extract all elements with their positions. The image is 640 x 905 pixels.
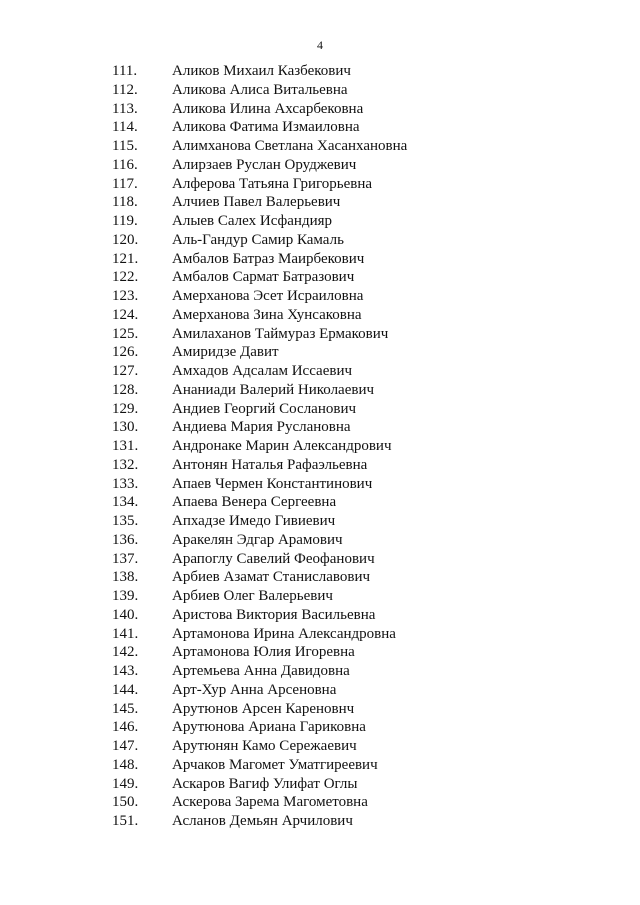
list-item — [0, 756, 640, 775]
list-item — [0, 625, 640, 644]
name-list — [0, 62, 640, 831]
entry-number: 135. — [112, 513, 139, 529]
entry-name: Андиева Мария Руслановна — [172, 419, 351, 436]
entry-number: 130. — [112, 419, 139, 436]
list-item — [0, 437, 640, 456]
entry-name: Арт-Хур Анна Арсеновна — [172, 681, 337, 698]
list-item — [0, 362, 640, 381]
list-item — [0, 587, 640, 606]
list-item — [0, 512, 640, 531]
entry-name: Аль-Гандур Самир Камаль — [172, 231, 344, 248]
page-number: 4 — [317, 38, 323, 52]
entry-number: 132. — [112, 456, 139, 473]
list-item — [0, 418, 640, 437]
list-item — [0, 400, 640, 419]
entry-name: Аликов Михаил Казбекович — [172, 63, 351, 79]
list-item — [0, 325, 640, 344]
list-item — [0, 212, 640, 231]
entry-number: 151. — [112, 813, 139, 829]
entry-number: 148. — [112, 756, 139, 773]
entry-name: Аристова Виктория Васильевна — [172, 606, 376, 623]
entry-number: 138. — [112, 569, 139, 586]
entry-name: Артамонова Юлия Игоревна — [172, 644, 355, 661]
entry-name: Аликова Алиса Витальевна — [172, 81, 348, 98]
entry-number: 125. — [112, 325, 139, 342]
entry-name: Алферова Татьяна Григорьевна — [172, 175, 373, 192]
list-item — [0, 643, 640, 662]
entry-name: Алимханова Светлана Хасанхановна — [172, 138, 408, 154]
entry-name: Аликова Илина Ахсарбековна — [172, 100, 364, 117]
entry-name: Антонян Наталья Рафаэльевна — [172, 456, 368, 473]
entry-name: Арчаков Магомет Уматгиреевич — [172, 756, 378, 773]
entry-number: 136. — [112, 531, 139, 548]
entry-number: 134. — [112, 494, 139, 511]
entry-number: 133. — [112, 475, 139, 492]
entry-number: 120. — [112, 231, 139, 248]
entry-number: 113. — [112, 100, 138, 117]
list-item — [0, 250, 640, 269]
list-item — [0, 81, 640, 100]
list-item — [0, 62, 640, 81]
entry-name: Андиев Георгий Сосланович — [172, 400, 357, 417]
entry-name: Апаева Венера Сергеевна — [172, 494, 337, 511]
entry-number: 131. — [112, 438, 139, 454]
entry-name: Амилаханов Таймураз Ермакович — [172, 325, 389, 342]
list-item — [0, 231, 640, 250]
list-item — [0, 287, 640, 306]
entry-number: 124. — [112, 306, 139, 323]
entry-name: Аскерова Зарема Магометовна — [172, 794, 368, 811]
entry-name: Ананиади Валерий Николаевич — [172, 381, 375, 398]
entry-number: 127. — [112, 363, 139, 379]
entry-number: 144. — [112, 681, 139, 698]
list-item — [0, 662, 640, 681]
entry-name: Алирзаев Руслан Оруджевич — [172, 156, 357, 173]
list-item — [0, 137, 640, 156]
entry-number: 137. — [112, 550, 139, 567]
entry-number: 115. — [112, 138, 138, 154]
list-item — [0, 775, 640, 794]
entry-number: 119. — [112, 213, 138, 229]
list-item — [0, 343, 640, 362]
entry-number: 111. — [112, 63, 138, 79]
list-item — [0, 493, 640, 512]
entry-name: Аскаров Вагиф Улифат Оглы — [172, 775, 358, 792]
list-item — [0, 268, 640, 287]
entry-number: 128. — [112, 381, 139, 398]
entry-name: Амхадов Адсалам Иссаевич — [172, 363, 353, 379]
entry-name: Аракелян Эдгар Арамович — [172, 531, 343, 548]
entry-name: Амбалов Сармат Батразович — [172, 269, 355, 286]
entry-number: 145. — [112, 700, 139, 717]
entry-name: Амерханова Зина Хунсаковна — [172, 306, 362, 323]
list-item — [0, 700, 640, 719]
entry-number: 116. — [112, 156, 138, 173]
entry-number: 117. — [112, 175, 138, 192]
list-item — [0, 737, 640, 756]
entry-name: Амбалов Батраз Маирбекович — [172, 250, 365, 267]
entry-number: 147. — [112, 738, 139, 754]
entry-number: 126. — [112, 344, 139, 361]
list-item — [0, 812, 640, 831]
entry-name: Алчиев Павел Валерьевич — [172, 194, 341, 211]
list-item — [0, 531, 640, 550]
list-item — [0, 718, 640, 737]
list-item — [0, 118, 640, 137]
list-item — [0, 606, 640, 625]
entry-name: Арутюнян Камо Сережаевич — [172, 738, 357, 754]
entry-number: 118. — [112, 194, 138, 211]
list-item — [0, 193, 640, 212]
entry-name: Асланов Демьян Арчилович — [172, 813, 353, 829]
list-item — [0, 550, 640, 569]
entry-number: 122. — [112, 269, 139, 286]
list-item — [0, 156, 640, 175]
entry-name: Алыев Салех Исфандияр — [172, 213, 333, 229]
entry-number: 150. — [112, 794, 139, 811]
entry-name: Арутюнова Ариана Гариковна — [172, 719, 366, 736]
entry-number: 114. — [112, 119, 138, 136]
entry-name: Амерханова Эсет Исраиловна — [172, 288, 364, 304]
list-item — [0, 568, 640, 587]
entry-number: 121. — [112, 250, 139, 267]
entry-name: Артемьева Анна Давидовна — [172, 663, 350, 679]
entry-name: Апаев Чермен Константинович — [172, 475, 373, 492]
entry-number: 140. — [112, 606, 139, 623]
entry-number: 143. — [112, 663, 139, 679]
entry-name: Арбиев Азамат Станиславович — [172, 569, 371, 586]
list-item — [0, 456, 640, 475]
entry-number: 149. — [112, 775, 139, 792]
entry-number: 146. — [112, 719, 139, 736]
list-item — [0, 681, 640, 700]
list-item — [0, 381, 640, 400]
entry-number: 112. — [112, 81, 138, 98]
entry-number: 123. — [112, 288, 139, 304]
list-item — [0, 475, 640, 494]
entry-name: Арутюнов Арсен Кареновнч — [172, 700, 355, 717]
entry-number: 139. — [112, 588, 139, 604]
entry-name: Арбиев Олег Валерьевич — [172, 588, 333, 604]
entry-name: Апхадзе Имедо Гивиевич — [172, 513, 336, 529]
entry-name: Амиридзе Давит — [172, 344, 279, 361]
list-item — [0, 175, 640, 194]
list-item — [0, 100, 640, 119]
entry-name: Артамонова Ирина Александровна — [172, 625, 396, 642]
entry-number: 129. — [112, 400, 139, 417]
entry-name: Андронаке Марин Александрович — [172, 438, 392, 454]
entry-number: 141. — [112, 625, 139, 642]
entry-name: Аликова Фатима Измаиловна — [172, 119, 360, 136]
list-item — [0, 306, 640, 325]
entry-name: Арапоглу Савелий Феофанович — [172, 550, 375, 567]
list-item — [0, 793, 640, 812]
entry-number: 142. — [112, 644, 139, 661]
